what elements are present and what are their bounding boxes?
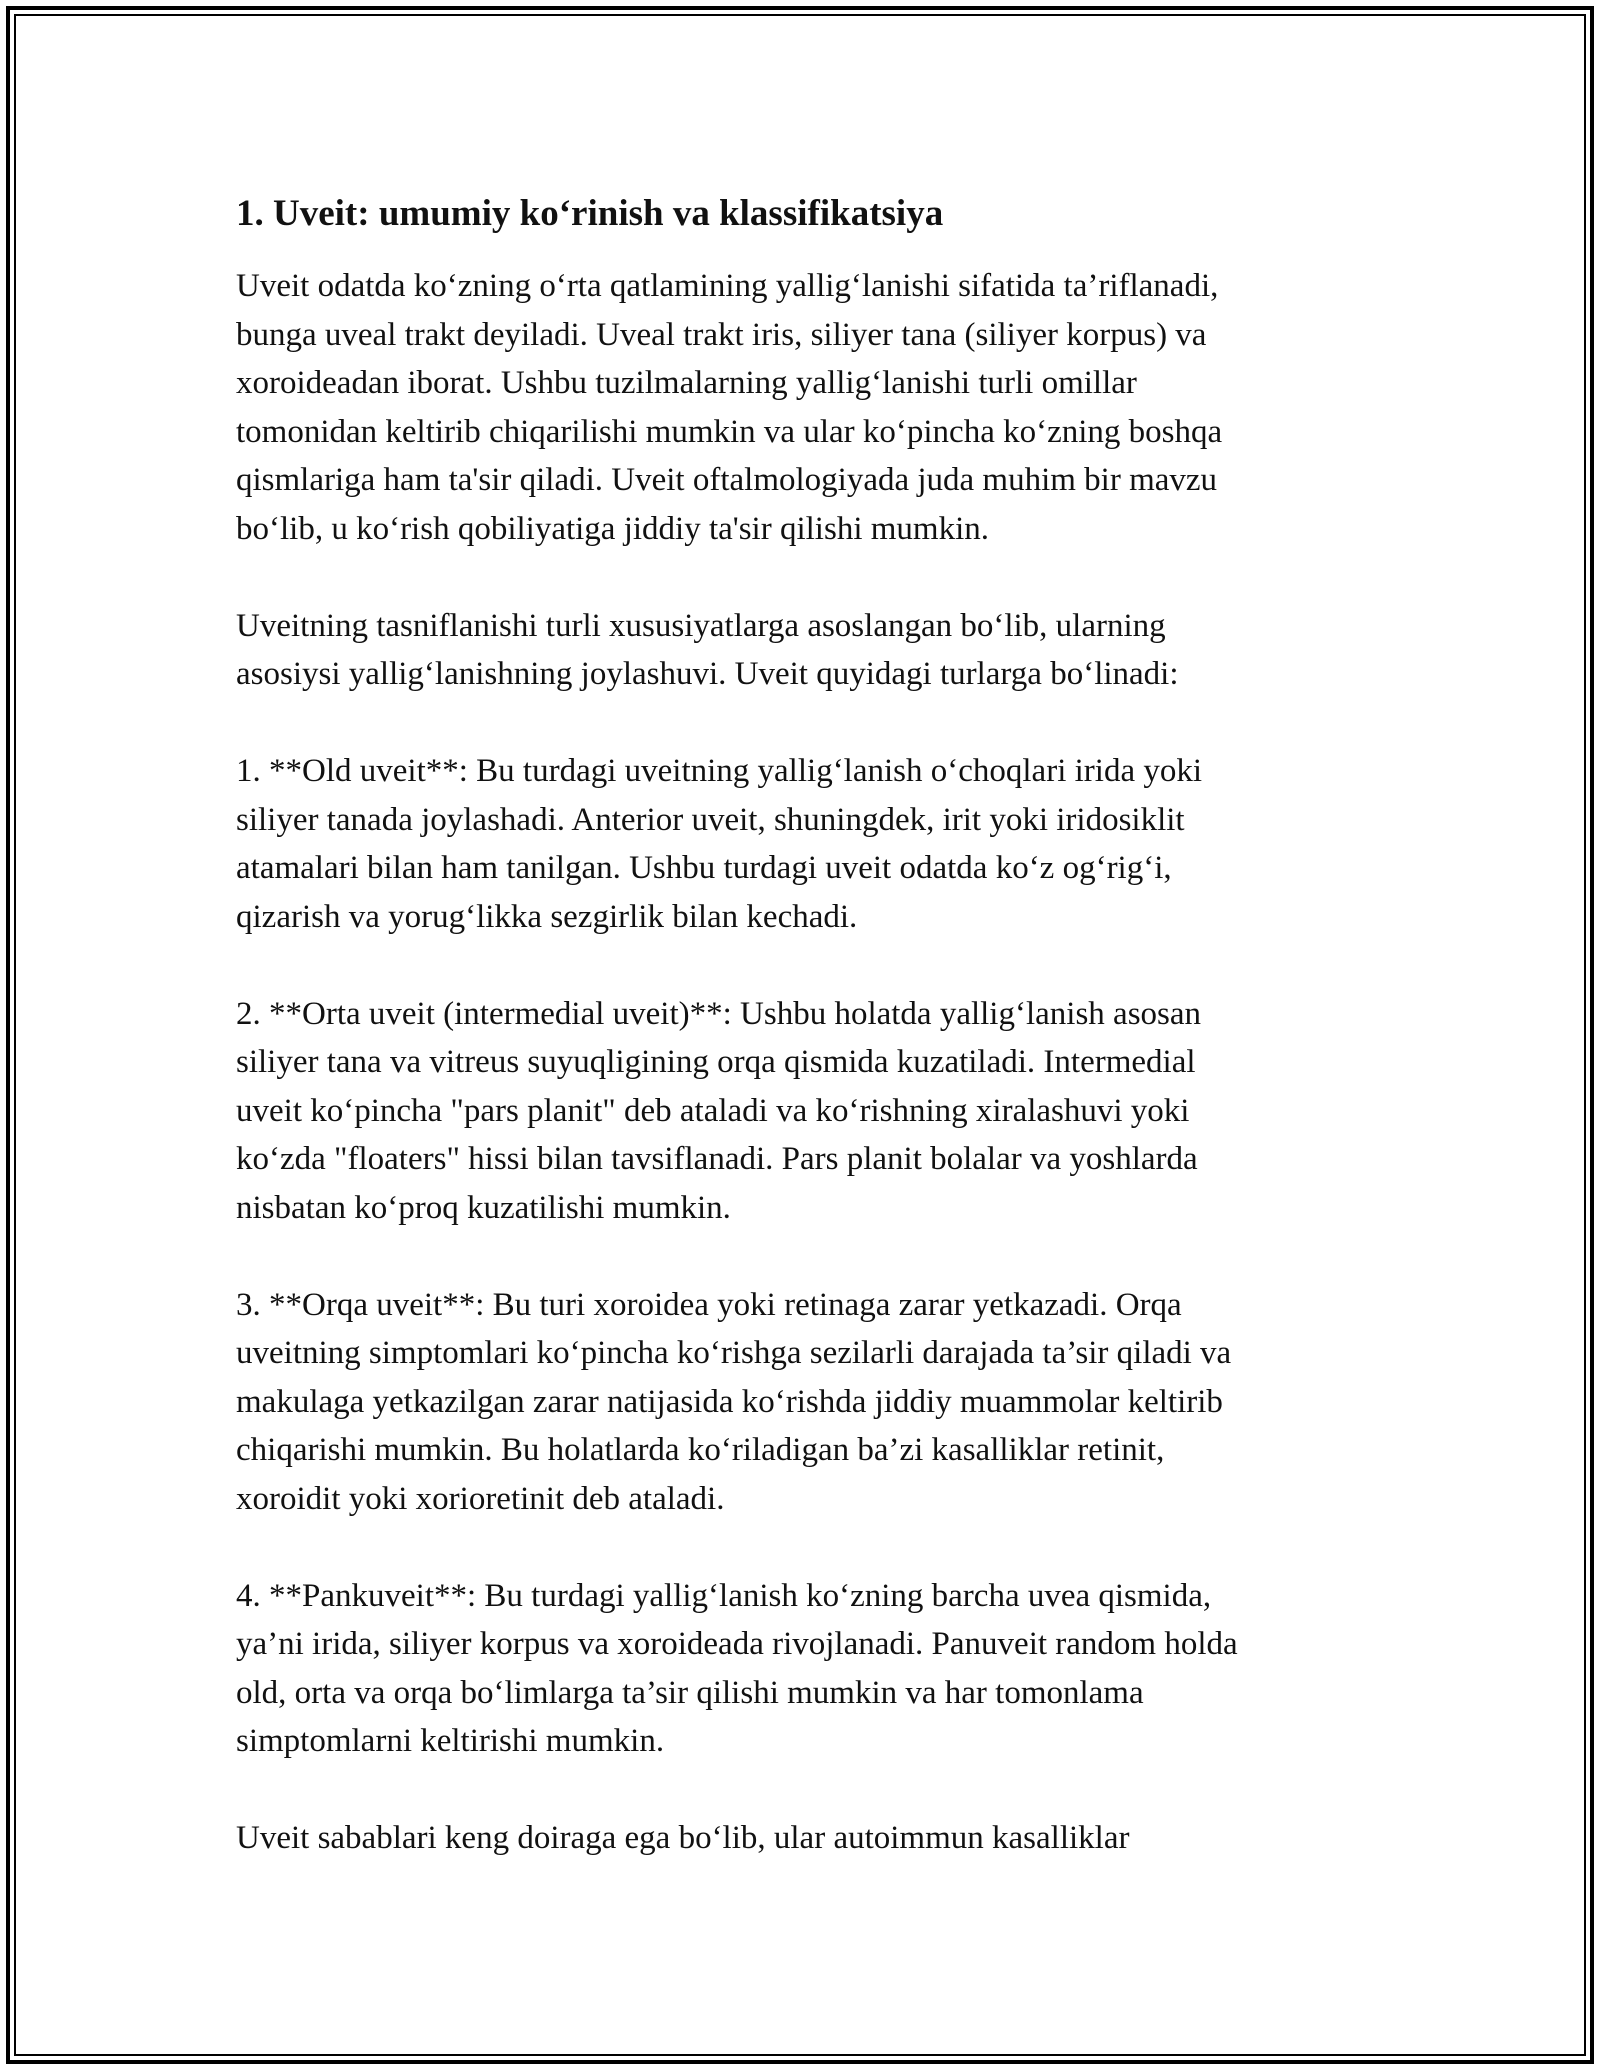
text-line: Uveit odatda ko‘zning o‘rta qatlamining yallig‘lanishi sifatida ta’riflanadi, (236, 268, 1219, 304)
text-line: Uveit sabablari keng doiraga ega bo‘lib, ular autoimmun kasalliklar (236, 1820, 1130, 1856)
text-line: bo‘lib, u ko‘rish qobiliyatiga jiddiy ta'sir qilishi mumkin. (236, 510, 989, 547)
paragraph-causes (236, 1814, 1376, 1863)
paragraph-panuveitis (236, 1572, 1376, 1766)
text-line: uveit ko‘pincha "pars planit" deb ataladi va ko‘rishning xiralashuvi yoki (236, 1092, 1190, 1129)
text-line: uveitning simptomlari ko‘pincha ko‘rishga sezilarli darajada ta’sir qiladi va (236, 1335, 1232, 1371)
text-line: chiqarishi mumkin. Bu holatlarda ko‘riladigan ba’zi kasalliklar retinit, (236, 1432, 1165, 1468)
paragraph-classification (236, 602, 1376, 699)
text-line: qismlariga ham ta'sir qiladi. Uveit oftalmologiyada juda muhim bir mavzu (236, 462, 1218, 498)
text-line: ya’ni irida, siliyer korpus va xoroideada rivojlanadi. Panuveit random holda (236, 1626, 1238, 1662)
text-line: ko‘zda "floaters" hissi bilan tavsiflanadi. Pars planit bolalar va yoshlarda (236, 1141, 1198, 1177)
text-line: Uveitning tasniflanishi turli xususiyatlarga asoslangan bo‘lib, ularning (236, 607, 1166, 644)
paragraph-anterior-uveitis (236, 747, 1376, 941)
text-line: 4. **Pankuveit**: Bu turdagi yallig‘lanish ko‘zning barcha uvea qismida, (236, 1577, 1212, 1614)
text-line: simptomlarni keltirishi mumkin. (236, 1723, 665, 1759)
text-line: xoroidit yoki xorioretinit deb ataladi. (236, 1480, 725, 1517)
text-line: old, orta va orqa bo‘limlarga ta’sir qilishi mumkin va har tomonlama (236, 1674, 1144, 1711)
text-line: xoroideadan iborat. Ushbu tuzilmalarning yallig‘lanishi turli omillar (236, 365, 1137, 401)
text-line: makulaga yetkazilgan zarar natijasida ko‘rishda jiddiy muammolar keltirib (236, 1383, 1223, 1420)
paragraph-intermediate-uveitis (236, 990, 1376, 1233)
text-line: siliyer tana va vitreus suyuqligining orqa qismida kuzatiladi. Intermedial (236, 1044, 1196, 1080)
text-line: asosiysi yallig‘lanishning joylashuvi. Uveit quyidagi turlarga bo‘linadi: (236, 656, 1179, 692)
document-body (236, 188, 1376, 1911)
text-line: bunga uveal trakt deyiladi. Uveal trakt iris, siliyer tana (siliyer korpus) va (236, 316, 1207, 353)
text-line: 3. **Orqa uveit**: Bu turi xoroidea yoki retinaga zarar yetkazadi. Orqa (236, 1286, 1182, 1323)
text-line: siliyer tanada joylashadi. Anterior uveit, shuningdek, irit yoki iridosiklit (236, 801, 1185, 838)
text-line: qizarish va yorug‘likka sezgirlik bilan kechadi. (236, 898, 858, 935)
text-line: tomonidan keltirib chiqarilishi mumkin va ular ko‘pincha ko‘zning boshqa (236, 413, 1223, 450)
text-line: nisbatan ko‘proq kuzatilishi mumkin. (236, 1189, 731, 1226)
paragraph-posterior-uveitis (236, 1281, 1376, 1524)
paragraph-intro (236, 262, 1376, 553)
text-line: 2. **Orta uveit (intermedial uveit)**: Ushbu holatda yallig‘lanish asosan (236, 995, 1202, 1032)
page-title: 1. Uveit: umumiy ko‘rinish va klassifikatsiya (236, 193, 944, 234)
text-line: 1. **Old uveit**: Bu turdagi uveitning yallig‘lanish o‘choqlari irida yoki (236, 753, 1203, 789)
text-line: atamalari bilan ham tanilgan. Ushbu turdagi uveit odatda ko‘z og‘rig‘i, (236, 850, 1172, 886)
